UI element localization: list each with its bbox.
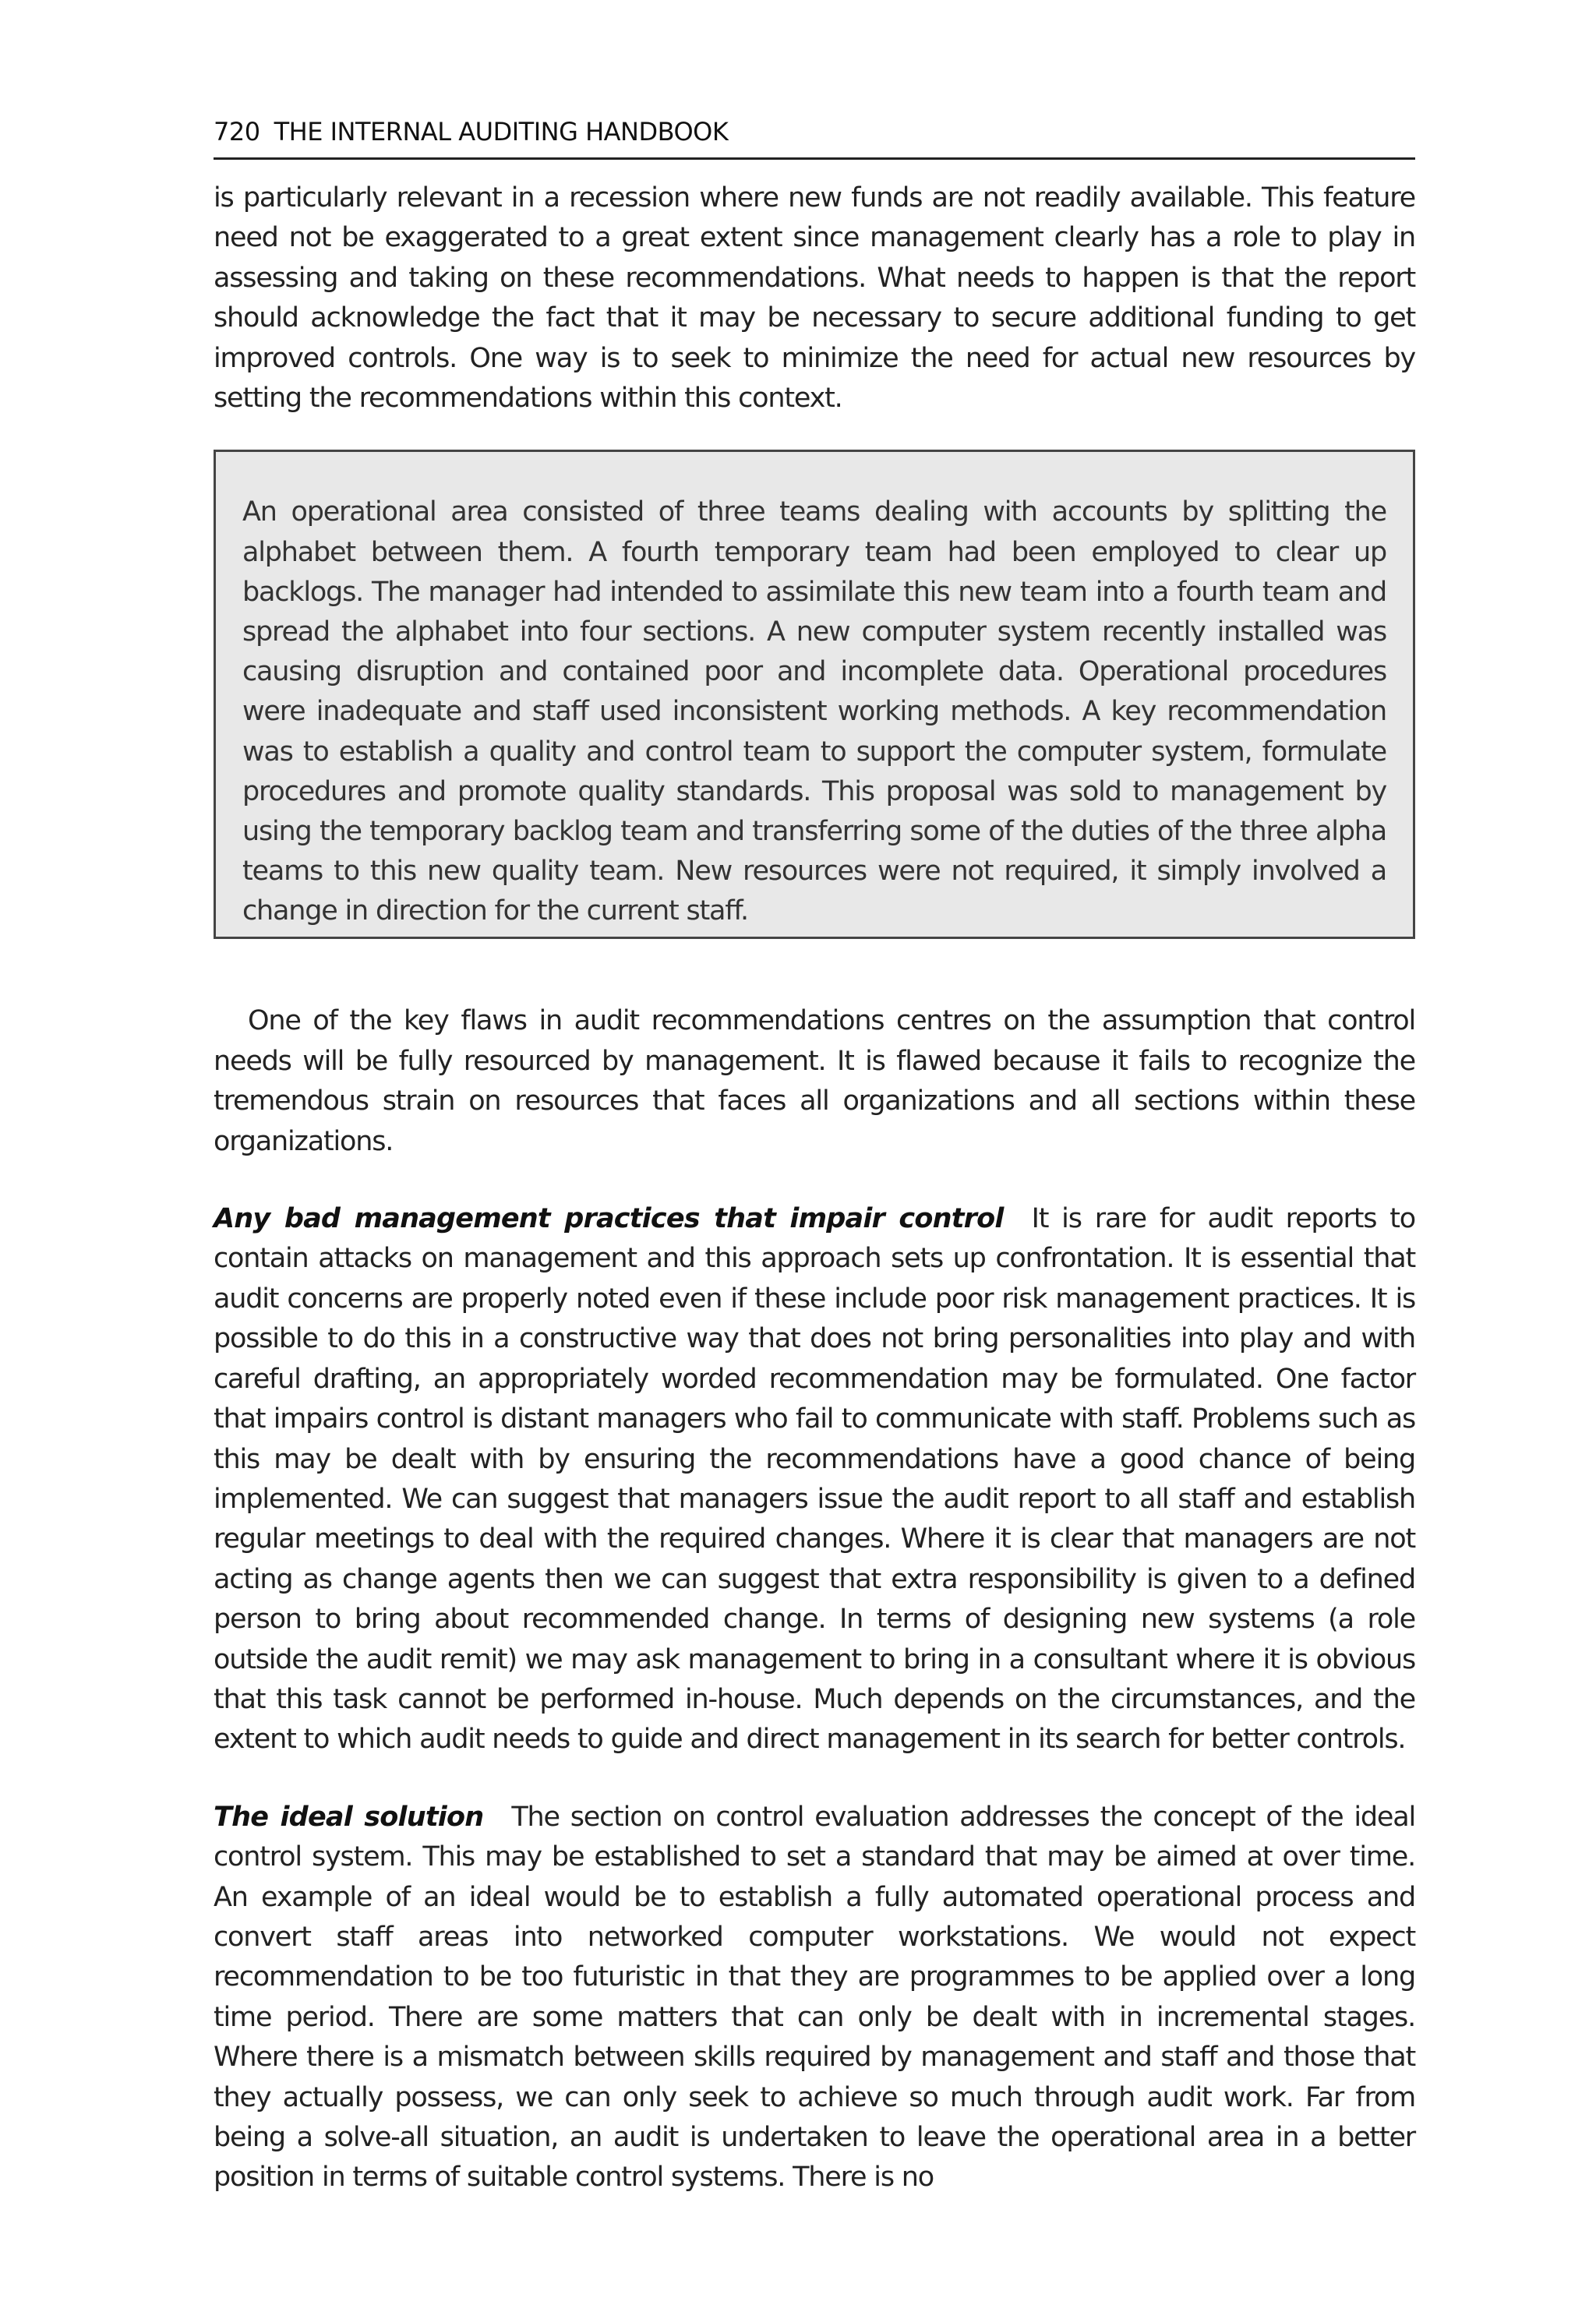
section-text-bad-management: It is rare for audit reports to contain attacks on management and this approach sets up confrontation. It is essential that audit concerns are properly noted even if these include poor risk management practices. It is possible to do this in a constructive way that does not bring personalities into play and with careful drafting, an appropriately worded recommendation may be formulated. One factor that impairs control is distant managers who fail to communicate with staff. Problems such as this may be dealt with by ensuring the recommendations have a good chance of being implemented. We can suggest that managers issue the audit report to all staff and establish regular meetings to deal with the required changes. Where it is clear that managers are not acting as change agents then we can suggest that extra responsibility is given to a defined person to bring about recommended change. In terms of designing new systems (a role outside the audit remit) we may ask management to bring in a consultant where it is obvious that this task cannot be performed in-house. Much depends on the circumstances, and the extent to which audit needs to guide and direct management in its search for better controls. (214, 1203, 1415, 1756)
page-number: 720 (214, 117, 260, 146)
intro-paragraph: is particularly relevant in a recession where new funds are not readily available. This feature need not be exaggerated to a great extent since management clearly has a role to play in assessing and taking on these recommendations. What needs to happen is that the report should acknowledge the fact that it may be necessary to secure additional funding to get improved controls. One way is to seek to minimize the need for actual new resources by setting the recommendations within this context. (214, 182, 1415, 415)
book-title: THE INTERNAL AUDITING HANDBOOK (274, 117, 729, 146)
key-flaws-paragraph: One of the key flaws in audit recommendations centres on the assumption that control needs will be fully resourced by management. It is flawed because it fails to recognize the tremendous strain on resources that faces all organizations and all sections within these organizations. (214, 1005, 1415, 1157)
section-text-ideal-solution: The section on control evaluation addresses the concept of the ideal control system. This may be established to set a standard that may be aimed at over time. An example of an ideal would be to establish a fully automated operational process and convert staff areas into networked computer workstations. We would not expect recommendation to be too futuristic in that they are programmes to be applied over a long time period. There are some matters that can only be dealt with in incremental stages. Where there is a mismatch between skills required by management and staff and those that they actually possess, we can only seek to achieve so much through audit work. Far from being a solve-all situation, an audit is undertaken to leave the operational area in a better position in terms of suitable control systems. There is no (214, 1801, 1415, 2194)
case-example-box (214, 450, 1415, 939)
running-header (214, 117, 1415, 160)
section-heading-bad-management: Any bad management practices that impair control (214, 1203, 1004, 1235)
section-ideal-solution (214, 1798, 1415, 2198)
section-heading-ideal-solution: The ideal solution (214, 1801, 484, 1833)
section-bad-management (214, 1199, 1415, 1760)
case-example-text: An operational area consisted of three teams dealing with accounts by splitting the alphabet between them. A fourth temporary team had been employed to clear up backlogs. The manager had intended to assimilate this new team into a fourth team and spread the alphabet into four sections. A new computer system recently installed was causing disruption and contained poor and incomplete data. Operational procedures were inadequate and staff used inconsistent working methods. A key recommendation was to establish a quality and control team to support the computer system, formulate procedures and promote quality standards. This proposal was sold to management by using the temporary backlog team and transferring some of the duties of the three alpha teams to this new quality team. New resources were not required, it simply involved a change in direction for the current staff. (242, 496, 1386, 927)
book-page (214, 117, 1415, 2198)
